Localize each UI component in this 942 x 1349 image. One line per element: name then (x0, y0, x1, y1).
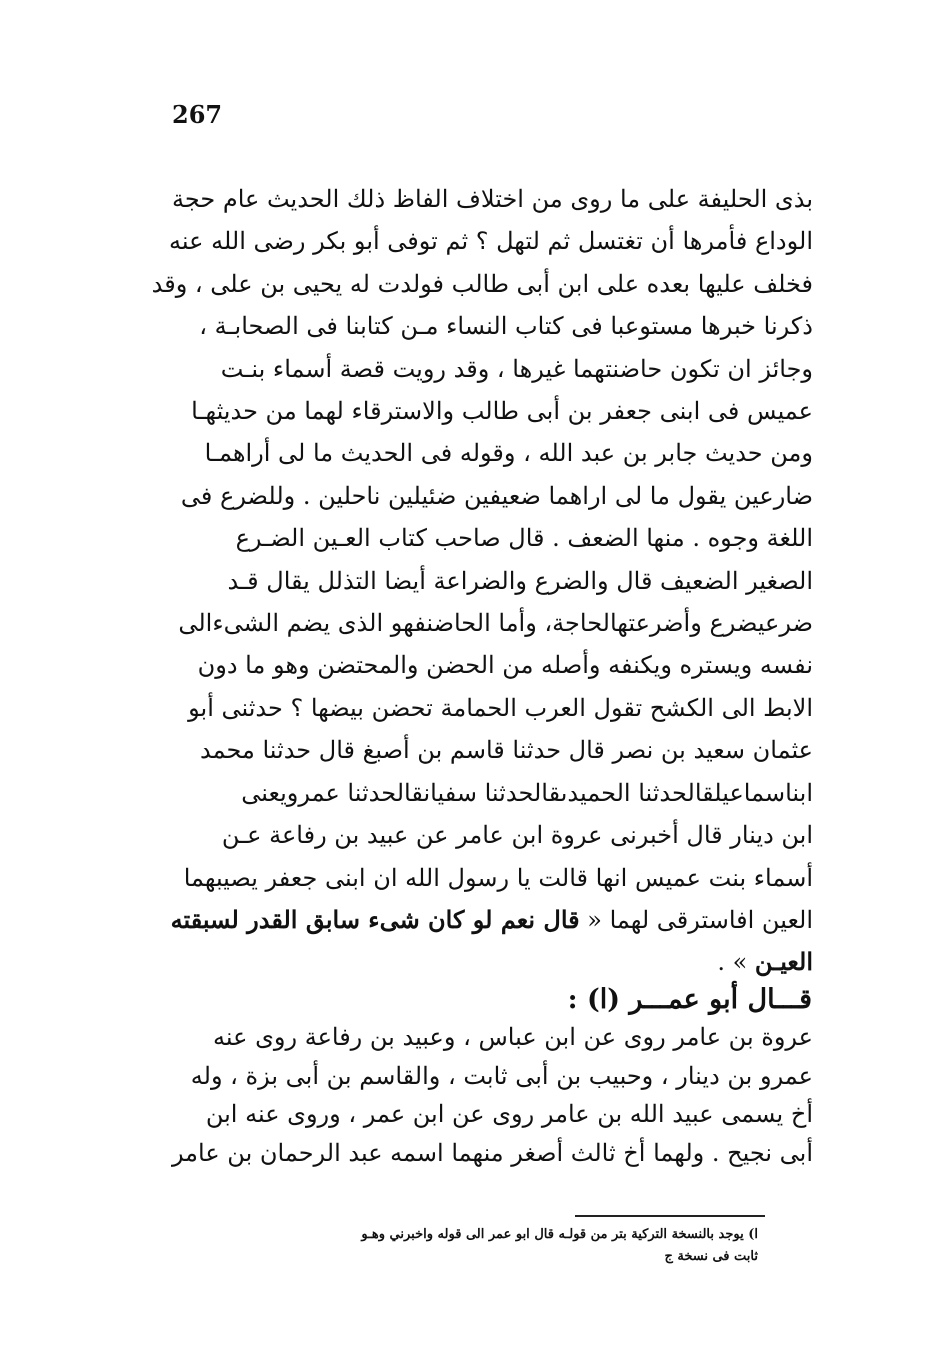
text-line: فخلف عليها بعده على ابن أبى طالب فولدت له يحيى بن على ، وقد (151, 269, 813, 298)
hadith-quote-end: العيـن (754, 947, 813, 977)
text-line: ضرعيضرع وأضرعتهالحاجة، وأما الحاضنفهو الذى يضم الشىءالى (178, 609, 813, 638)
section-heading: قـــال أبو عمـــر (ا) : (567, 984, 812, 1015)
text-line: ومن حديث جابر بن عبد الله ، وقوله فى الحديث ما لى أراهمـا (204, 439, 813, 468)
text-line: عميس فى ابنى جعفر بن أبى طالب والاسترقاء لهما من حديثهـا (191, 397, 813, 426)
text-line: ذكرنا خبرها مستوعبا فى كتاب النساء مـن كتابنا فى الصحابـة ، (199, 312, 813, 341)
section-paragraph (128, 1018, 813, 1172)
text-line: نفسه ويستره ويكنفه وأصله من الحضن والمحتضن وهو ما دون (197, 651, 813, 680)
text-line: اللغة وجوه . منها الضعف . قال صاحب كتاب العـين الضـرع (235, 524, 813, 553)
text-line: ضارعين يقول ما لى اراهما ضعيفين ضئيلين ناحلين . وللضرع فى (180, 481, 813, 510)
text-line: وجائز ان تكون حاضنتهما غيرها ، وقد رويت قصة أسماء بنـت (220, 354, 813, 383)
text-line: عثمان سعيد بن نصر قال حدثنا قاسم بن أصبغ قال حدثنا محمد (200, 736, 813, 765)
text-line: عمرو بن دينار ، وحبيب بن أبى ثابت ، والقاسم بن أبى بزة ، وله (190, 1061, 813, 1090)
text-line: بذى الحليفة على ما روى من اختلاف الفاظ ذلك الحديث عام حجة (172, 185, 813, 213)
text-line: أسماء بنت عميس انها قالت يا رسول الله ان ابنى جعفر يصيبهما (183, 863, 813, 892)
text-line-hadith (128, 899, 813, 941)
text-line: عروة بن عامر روى عن ابن عباس ، وعبيد بن رفاعة روى عنه (213, 1023, 813, 1051)
text-line: أخ يسمى عبيد الله بن عامر روى عن ابن عمر ، وروى عنه ابن (205, 1100, 813, 1128)
footnote-line: ا) يوجد بالنسخة التركية بتر من قولـه قال ابو عمر الى قوله واخبرني وهـو (361, 1227, 758, 1242)
page-number: 267 (172, 100, 223, 129)
text-segment: العين افاسترقى لهما « (579, 905, 813, 934)
footnote-line: ثابت فى نسخة ج (664, 1249, 758, 1264)
text-line: الصغير الضعيف قال والضرع والضراعة أيضا التذلل يقال قـد (227, 566, 813, 595)
text-line: أبى نجيح . ولهما أخ ثالث أصغر منهما اسمه عبد الرحمان بن عامر (171, 1138, 813, 1167)
text-line: الوداع فأمرها أن تغتسل ثم لتهل ؟ ثم توفى أبو بكر رضى الله عنه (169, 227, 813, 256)
main-paragraph (128, 178, 813, 984)
text-line-hadith-end (128, 941, 813, 983)
text-line: الابط الى الكشح تقول العرب الحمامة تحضن بيضها ؟ حدثنى أبو (188, 693, 813, 722)
hadith-quote: قال نعم لو كان شىء سابق القدر لسبقته (170, 904, 580, 934)
text-segment: » . (717, 948, 755, 977)
text-line: ابن دينار قال أخبرنى عروة ابن عامر عن عبيد بن رفاعة عـن (221, 821, 813, 850)
footnote (128, 1224, 758, 1268)
footnote-divider (575, 1215, 765, 1217)
text-line: ابناسماعيلقالحدثنا الحميدىقالحدثنا سفيانقالحدثنا عمرويعنى (241, 778, 813, 807)
